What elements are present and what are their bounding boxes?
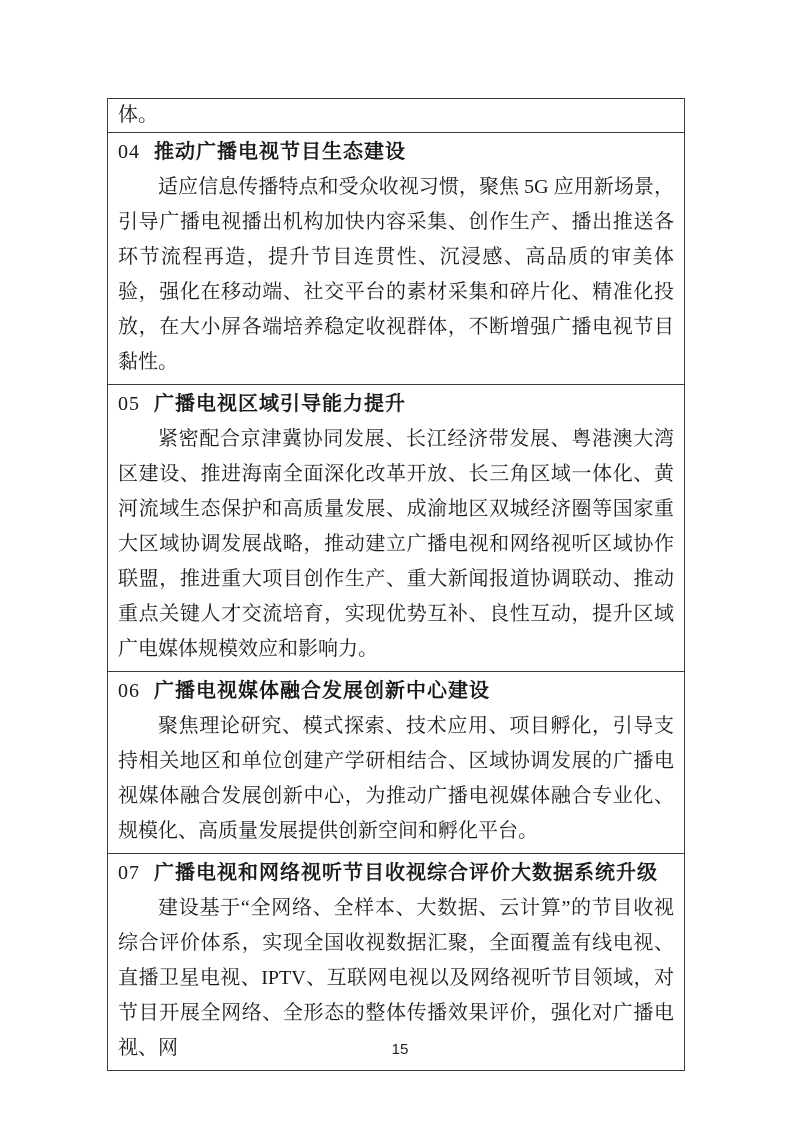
carryover-text: 体。 bbox=[118, 104, 158, 126]
carryover-paragraph-row bbox=[108, 99, 684, 133]
section-07-title: 广播电视和网络视听节目收视综合评价大数据系统升级 bbox=[154, 862, 658, 884]
section-04-body: 适应信息传播特点和受众收视习惯，聚焦 5G 应用新场景，引导广播电视播出机构加快内容采集、创作生产、播出推送各环节流程再造，提升节目连贯性、沉浸感、高品质的审美体验，强化在移动端、社交平台的素材采集和碎片化、精准化投放，在大小屏各端培养稳定收视群体，不断增强广播电视节目黏性。 bbox=[118, 176, 674, 373]
section-06-number: 06 bbox=[118, 680, 140, 702]
section-04-number: 04 bbox=[118, 141, 140, 163]
section-06-heading bbox=[118, 674, 674, 709]
section-06-body: 聚焦理论研究、模式探索、技术应用、项目孵化，引导支持相关地区和单位创建产学研相结合、区域协调发展的广播电视媒体融合发展创新中心，为推动广播电视媒体融合专业化、规模化、高质量发展提供创新空间和孵化平台。 bbox=[118, 715, 674, 842]
section-05-number: 05 bbox=[118, 393, 140, 415]
section-06 bbox=[108, 672, 684, 854]
section-05-title: 广播电视区域引导能力提升 bbox=[154, 393, 406, 415]
section-05 bbox=[108, 385, 684, 672]
section-06-title: 广播电视媒体融合发展创新中心建设 bbox=[154, 680, 490, 702]
section-05-heading bbox=[118, 387, 674, 422]
section-07-heading bbox=[118, 856, 674, 891]
section-04 bbox=[108, 133, 684, 385]
content-table bbox=[107, 98, 685, 1071]
section-04-title: 推动广播电视节目生态建设 bbox=[154, 141, 406, 163]
section-07-body: 建设基于“全网络、全样本、大数据、云计算”的节目收视综合评价体系，实现全国收视数据汇聚，全面覆盖有线电视、直播卫星电视、IPTV、互联网电视以及网络视听节目领域，对节目开展全网络、全形态的整体传播效果评价，强化对广播电视、网 bbox=[118, 897, 674, 1059]
section-04-heading bbox=[118, 135, 674, 170]
page-number: 15 bbox=[391, 1041, 409, 1058]
section-07 bbox=[108, 854, 684, 1070]
section-07-number: 07 bbox=[118, 862, 140, 884]
section-05-body: 紧密配合京津冀协同发展、长江经济带发展、粤港澳大湾区建设、推进海南全面深化改革开放、长三角区域一体化、黄河流域生态保护和高质量发展、成渝地区双城经济圈等国家重大区域协调发展战略，推动建立广播电视和网络视听区域协作联盟，推进重大项目创作生产、重大新闻报道协调联动、推动重点关键人才交流培育，实现优势互补、良性互动，提升区域广电媒体规模效应和影响力。 bbox=[118, 428, 674, 660]
